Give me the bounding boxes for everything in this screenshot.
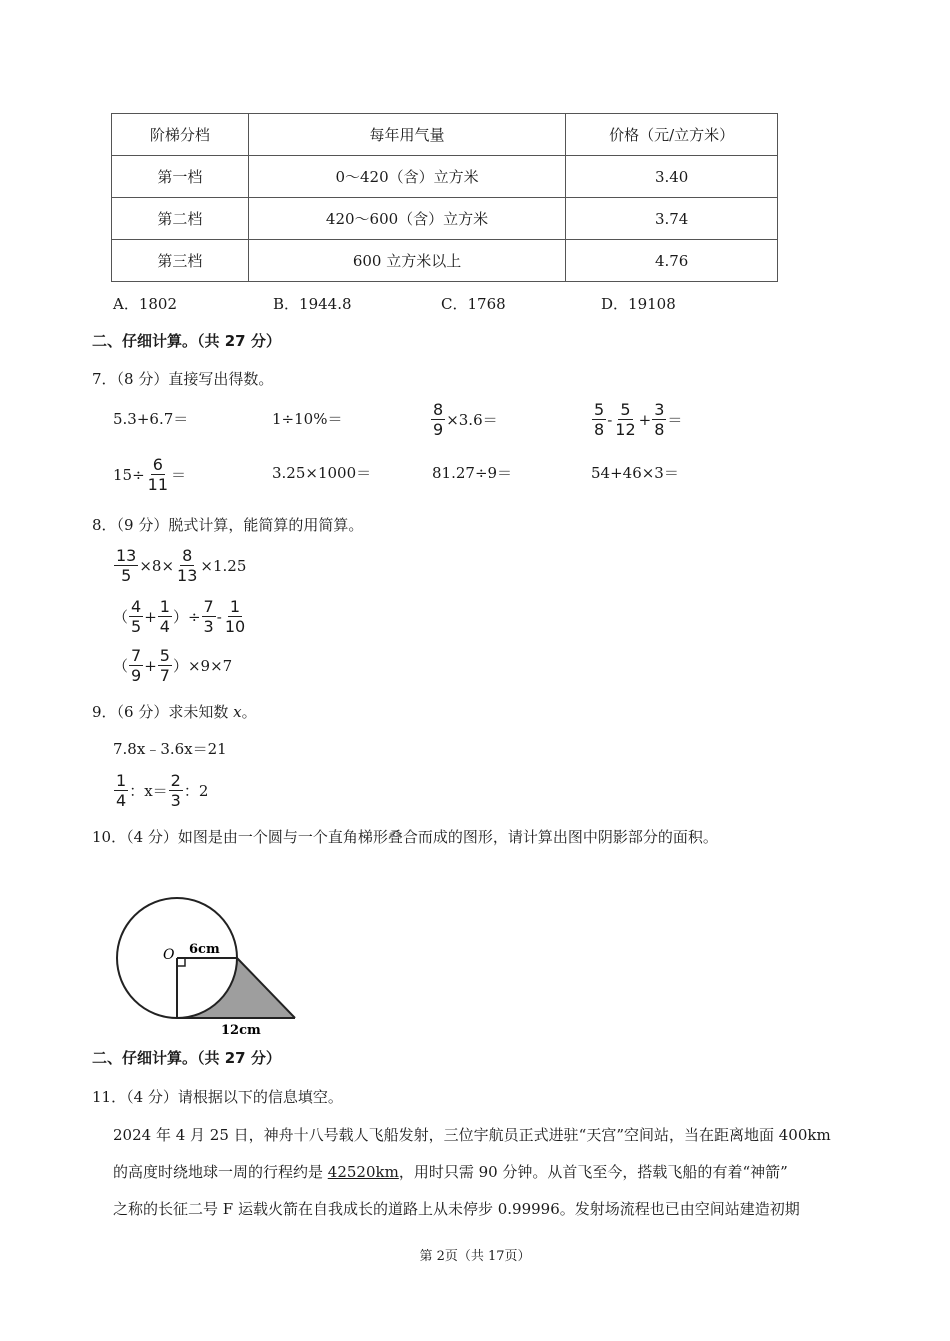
equation: 7.8x﹣3.6x＝21 [113, 740, 227, 758]
equation: $\frac{1}{4}$ ：x＝ $\frac{2}{3}$ ：2 [116, 771, 209, 810]
fraction: $\frac{5}{8}$ [594, 400, 605, 439]
page-footer: 第 2页（共 17页） [419, 1249, 531, 1264]
table-header-cell: 价格（元/立方米） [566, 114, 778, 156]
option-c: C．1768 [441, 295, 506, 313]
option-a: A．1802 [113, 295, 178, 313]
calc-item: $\frac{5}{8}$ - $\frac{5}{12}$ + $\frac{3}{8}$ ＝ [594, 400, 683, 439]
fraction: $\frac{5}{7}$ [159, 646, 170, 685]
table-cell: 第三档 [112, 240, 249, 282]
fraction: $\frac{1}{4}$ [116, 771, 127, 810]
table-cell: 3.40 [566, 156, 778, 198]
table-cell: 4.76 [566, 240, 778, 282]
fraction: $\frac{7}{3}$ [203, 597, 214, 636]
fraction: $\frac{8}{13}$ [177, 546, 198, 585]
fraction: $\frac{6}{11}$ [147, 455, 169, 494]
price-tier-table [111, 113, 778, 282]
calc-item: 1÷10%＝ [272, 410, 343, 428]
fraction: $\frac{1}{10}$ [224, 597, 246, 636]
table-row [112, 156, 778, 198]
paragraph-line: 之称的长征二号 F 运载火箭在自我成长的道路上从未停步 0.99996。发射场流程也已由空间站建造初期 [113, 1200, 800, 1218]
question-9-title: 9．（6 分）求未知数 x。 [92, 703, 257, 721]
paragraph-line: 的高度时绕地球一周的行程约是 42520km，用时只需 90 分钟。从首飞至今，搭载飞船的有着“神箭” [113, 1163, 788, 1181]
table-cell: 第一档 [112, 156, 249, 198]
center-label: O [163, 947, 175, 963]
calc-item: 5.3+6.7＝ [113, 410, 189, 428]
fraction: $\frac{5}{12}$ [615, 400, 636, 439]
expression: （ $\frac{4}{5}$ + $\frac{1}{4}$ ）÷ $\frac{7}{3}$ - $\frac{1}{10}$ [113, 597, 246, 636]
table-cell: 420～600（含）立方米 [248, 198, 566, 240]
table-header-row [112, 114, 778, 156]
underlined-value: 42520km [327, 1163, 399, 1181]
table-row [112, 240, 778, 282]
fraction: $\frac{13}{5}$ [116, 546, 137, 585]
question-10-title: 10．（4 分）如图是由一个圆与一个直角梯形叠合而成的图形，请计算出图中阴影部分的面积。 [92, 828, 718, 846]
option-d: D．19108 [601, 295, 676, 313]
fraction: $\frac{8}{9}$ [433, 400, 444, 439]
fraction: $\frac{4}{5}$ [131, 597, 142, 636]
table-row [112, 198, 778, 240]
table-header-cell: 阶梯分档 [112, 114, 249, 156]
table-cell: 600 立方米以上 [248, 240, 566, 282]
paragraph-line: 2024 年 4 月 25 日，神舟十八号载人飞船发射，三位宇航员正式进驻“天宫”空间站，当在距离地面 400km [113, 1126, 831, 1144]
calc-item: 15÷ $\frac{6}{11}$ ＝ [113, 455, 187, 494]
fraction: $\frac{7}{9}$ [131, 646, 142, 685]
expression: $\frac{13}{5}$ ×8× $\frac{8}{13}$ ×1.25 [116, 546, 247, 585]
base-label: 12cm [221, 1023, 261, 1038]
calc-item: 3.25×1000＝ [272, 464, 372, 482]
fraction: $\frac{2}{3}$ [170, 771, 181, 810]
radius-label: 6cm [189, 942, 220, 957]
fraction: $\frac{3}{8}$ [654, 400, 665, 439]
question-8-title: 8．（9 分）脱式计算，能简算的用简算。 [92, 516, 364, 534]
table-header-cell: 每年用气量 [248, 114, 566, 156]
table-cell: 3.74 [566, 198, 778, 240]
question-7-title: 7．（8 分）直接写出得数。 [92, 370, 274, 388]
section-heading: 二、仔细计算。（共 27 分） [92, 332, 281, 350]
calc-item: 81.27÷9＝ [432, 464, 513, 482]
calc-item: 54+46×3＝ [591, 464, 679, 482]
expression: （ $\frac{7}{9}$ + $\frac{5}{7}$ ）×9×7 [113, 646, 233, 685]
calc-item: $\frac{8}{9}$ ×3.6＝ [433, 400, 498, 439]
table-cell: 0～420（含）立方米 [248, 156, 566, 198]
option-b: B．1944.8 [273, 295, 352, 313]
section-heading: 二、仔细计算。（共 27 分） [92, 1049, 281, 1067]
question-11-title: 11．（4 分）请根据以下的信息填空。 [92, 1088, 343, 1106]
fraction: $\frac{1}{4}$ [159, 597, 170, 636]
circle-trapezoid-figure [105, 880, 315, 1040]
table-cell: 第二档 [112, 198, 249, 240]
